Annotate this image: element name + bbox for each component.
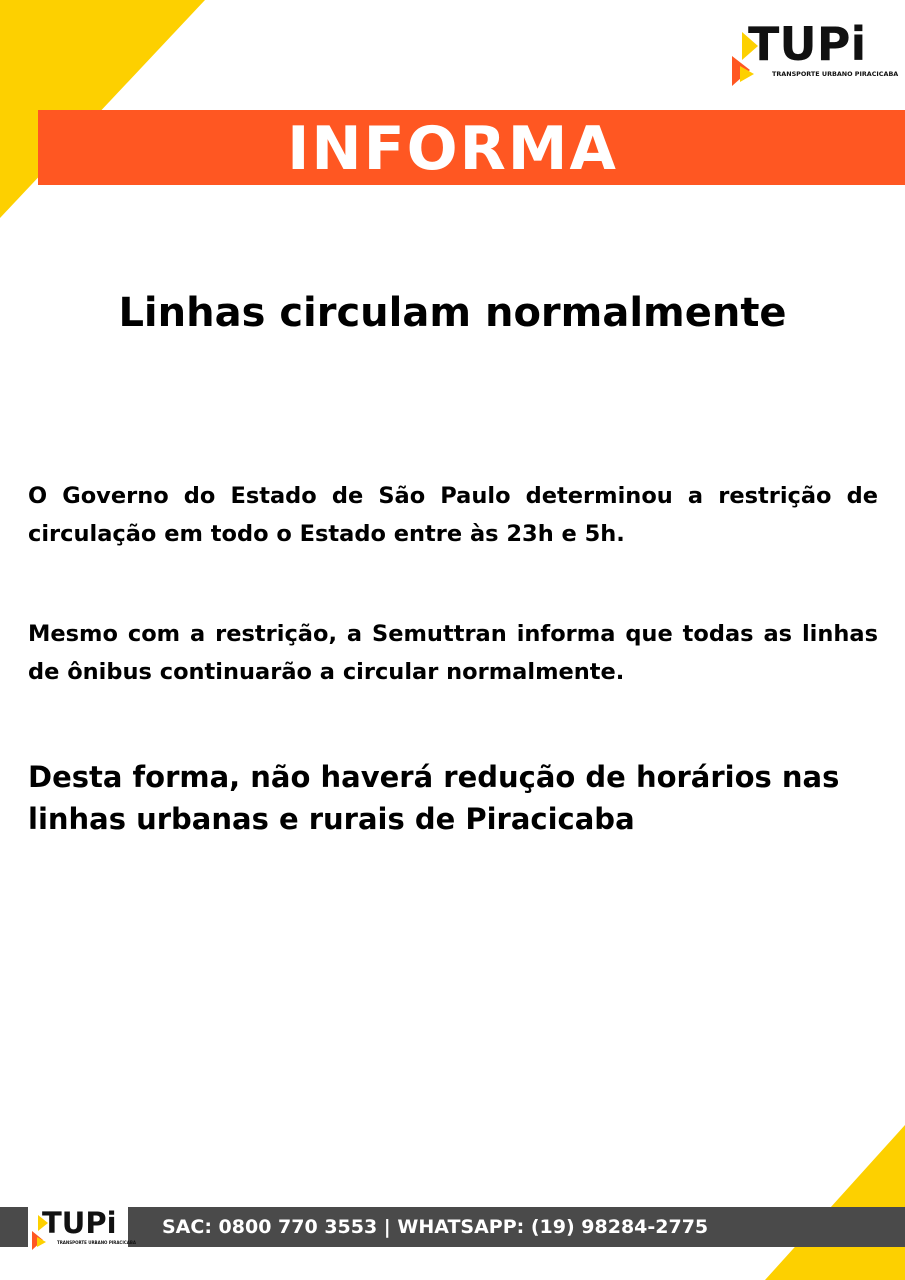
tupi-logo [728,10,899,92]
paragraph-restriction: O Governo do Estado de São Paulo determinou a restrição de circulação em todo o Estado entre às 23h e 5h. [28,483,878,547]
corner-decoration-bottom-right [765,1125,905,1280]
banner-title: INFORMA [287,114,618,184]
page-title: Linhas circulam normalmente [118,290,787,336]
footer-tupi-logo [30,1201,137,1255]
footer-contact-text: SAC: 0800 770 3553 | WHATSAPP: (19) 98284-2775 [162,1216,709,1238]
logo-tagline: TRANSPORTE URBANO PIRACICABA [772,70,899,78]
logo-brand-text: TUPi [748,17,867,71]
paragraph-semuttran: Mesmo com a restrição, a Semuttran informa que todas as linhas de ônibus continuarão a circular normalmente. [28,621,878,685]
footer-logo-tagline: TRANSPORTE URBANO PIRACICABA [57,1240,137,1245]
highlight-statement: Desta forma, não haverá redução de horários nas linhas urbanas e rurais de Piracicaba [28,760,840,836]
corner-decoration-top-left [0,0,205,218]
footer-logo-brand-text: TUPi [42,1206,117,1240]
